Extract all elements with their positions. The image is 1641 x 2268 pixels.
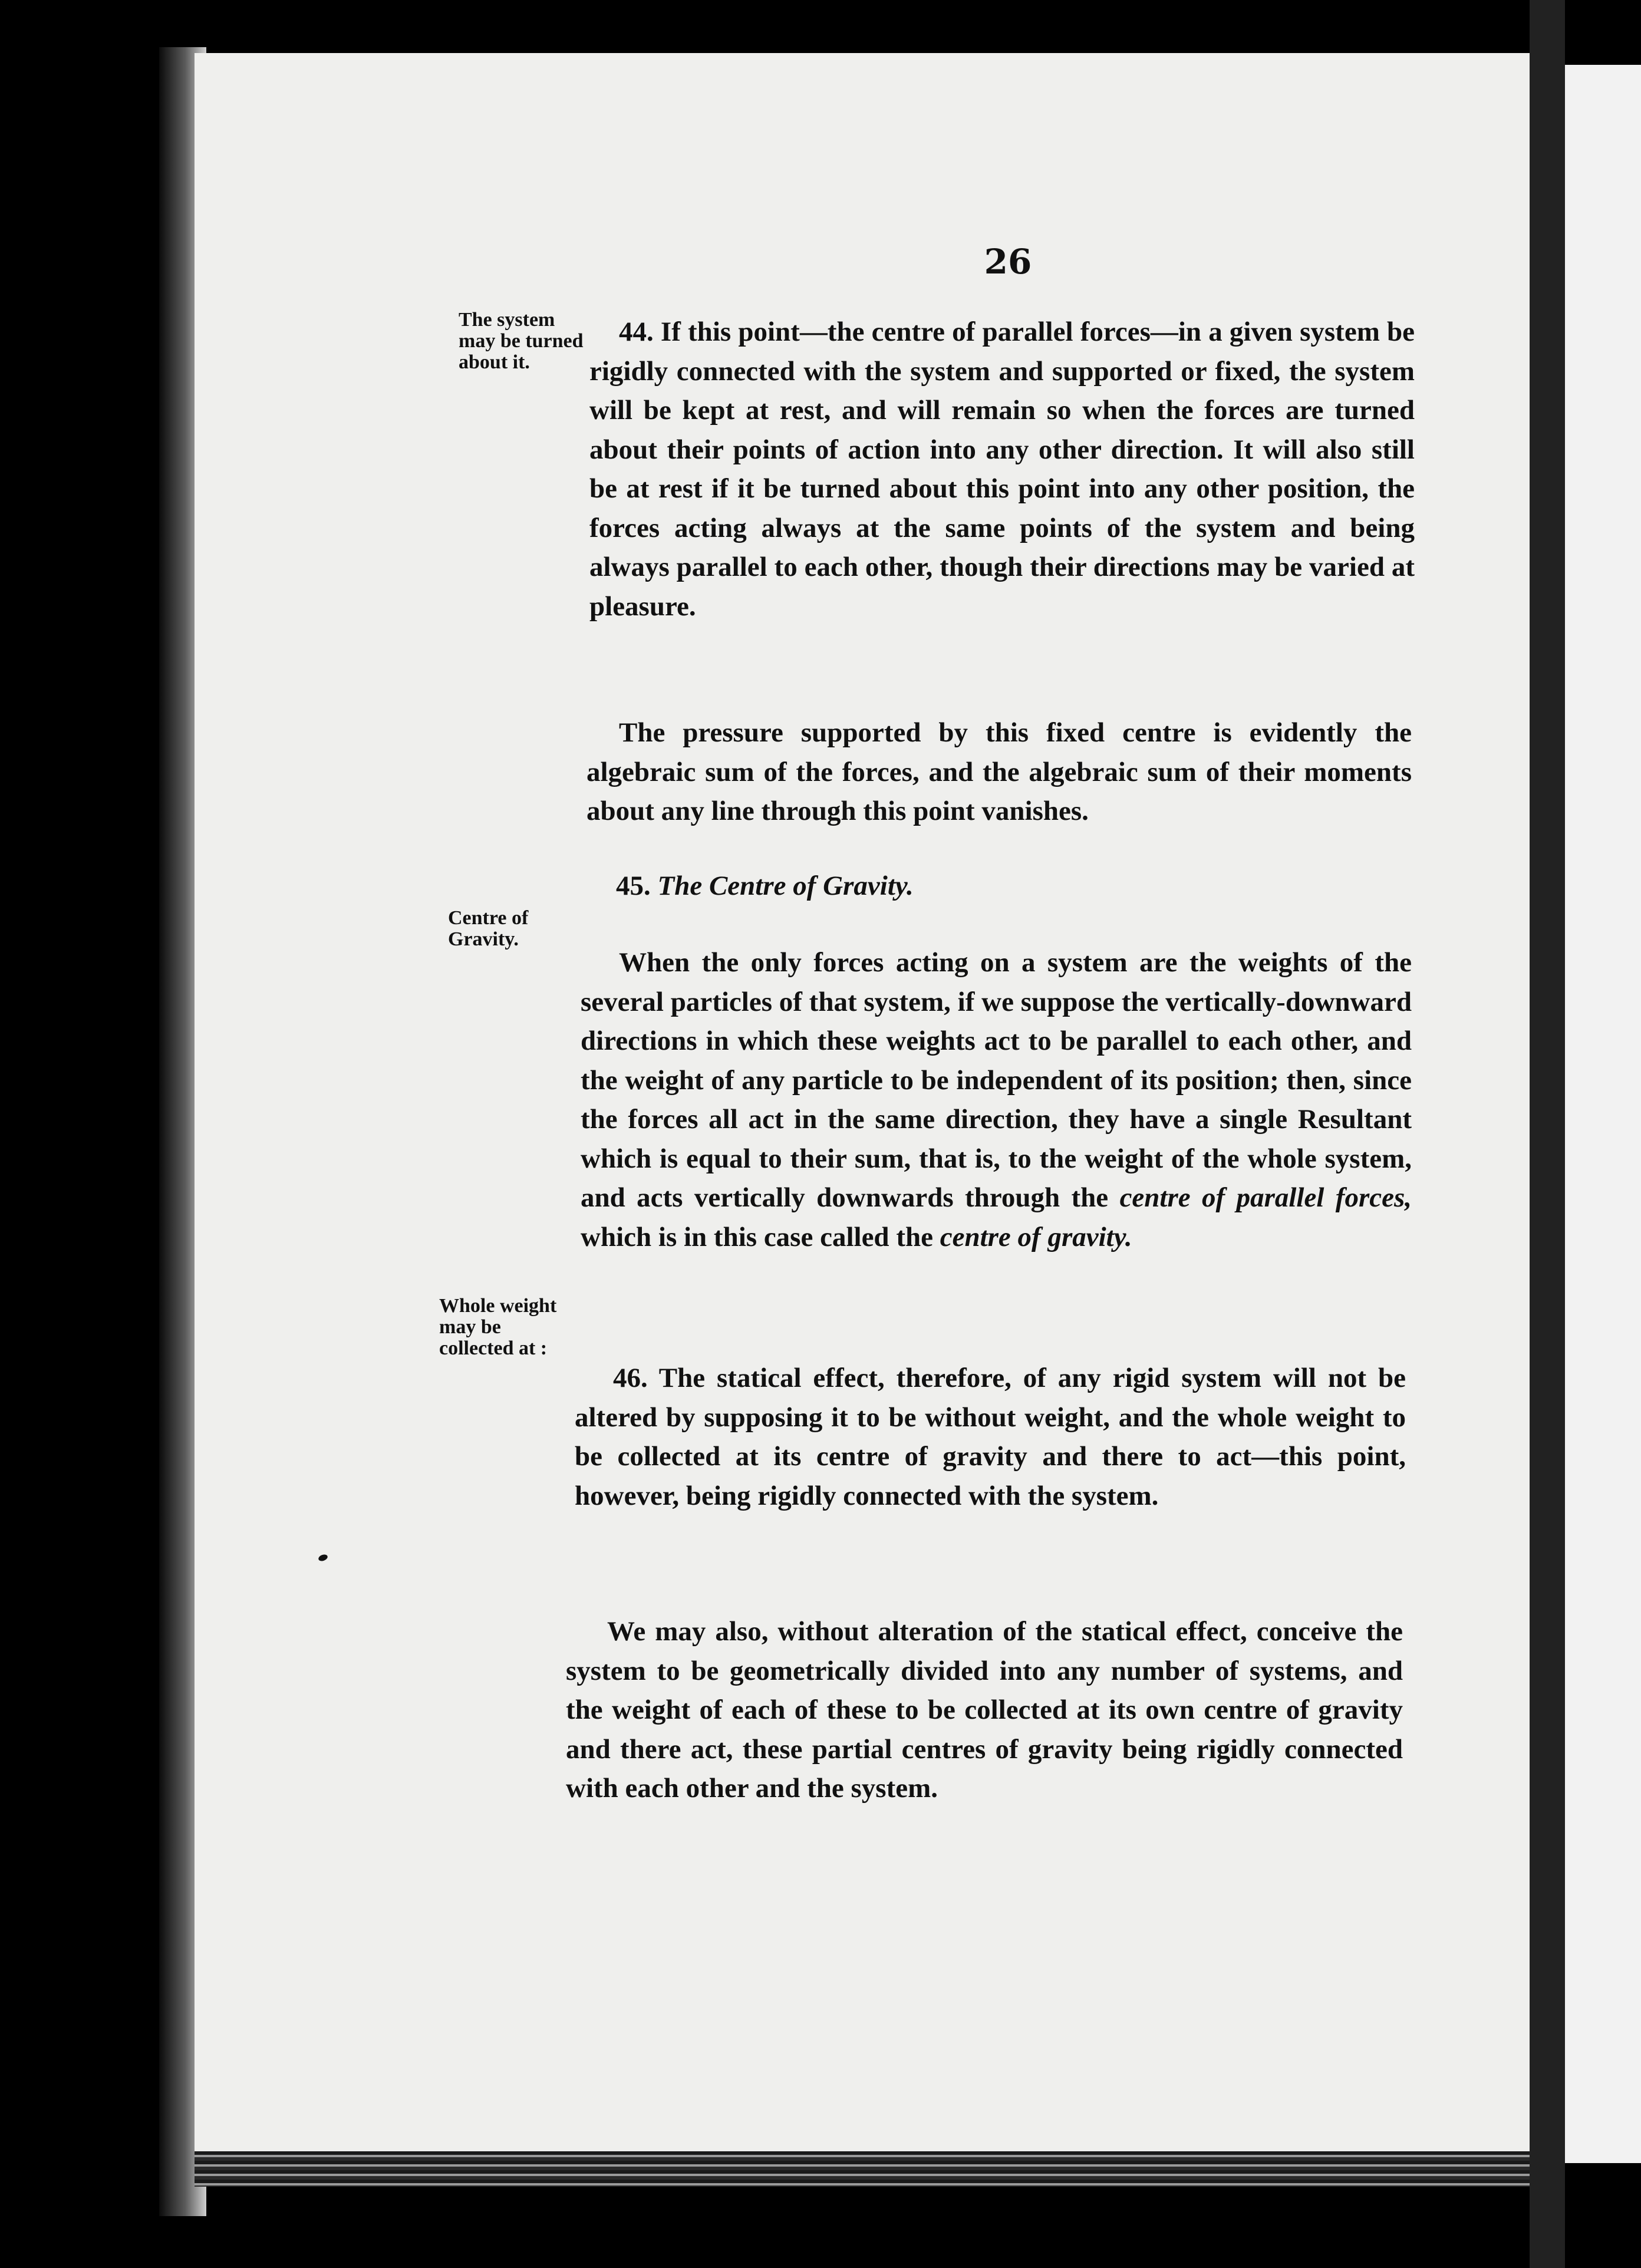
section-45-title: The Centre of Gravity. — [657, 871, 914, 901]
paragraph-46-text: The statical effect, therefore, of any rigid system will not be altered by supposing it to be without weight, and the whole weight to be collected at its centre of gravity and there to act—this point, however, being rigidly connected with the system. — [575, 1363, 1406, 1511]
paragraph-45 — [581, 943, 1412, 1257]
margin-note-turned-about: The system may be turned about it. — [459, 309, 584, 373]
paragraph-46-continued: We may also, without alteration of the statical effect, conceive the system to be geometrically divided into any number of systems, and the weight of each of these to be collected at its own centre of gravity and there act, these partial centres of gravity being rigidly connected with each other and the system. — [566, 1616, 1403, 1804]
page-number: 26 — [984, 242, 1032, 282]
adjacent-page-edge — [1565, 65, 1641, 2163]
margin-note-weight-collected: Whole weight may be collected at : — [439, 1295, 557, 1359]
paragraph-44-text: If this point—the centre of parallel forces—in a given system be rigidly connected with the system and supported or fixed, the system will be kept at rest, and will remain so when the forces are turned about their points of action into any other direction. It will also still be at rest if it be turned about this point into any other position, the forces acting always at the same points of the system and being always parallel to each other, though their directions may be varied at pleasure. — [589, 317, 1415, 622]
margin-note-centre-of-gravity: Centre of Gravity. — [448, 907, 529, 950]
paragraph-46 — [575, 1359, 1406, 1515]
section-number-44: 44. — [619, 317, 654, 347]
paragraph-44-continued: The pressure supported by this fixed centre is evidently the algebraic sum of the forces, and the algebraic sum of their moments about any line through this point vanishes. — [586, 717, 1412, 826]
section-45-heading — [616, 866, 1382, 906]
paragraph-45-emphasis-2: centre of gravity. — [940, 1221, 1132, 1252]
paragraph-44 — [589, 312, 1415, 626]
section-number-45: 45. — [616, 871, 651, 901]
page-bottom-edge — [195, 2151, 1530, 2187]
paragraph-45-text-b: which is in this case called the — [581, 1221, 933, 1252]
right-binding-shadow — [1530, 0, 1565, 2268]
paragraph-45-emphasis-1: centre of parallel forces, — [1119, 1182, 1412, 1213]
paragraph-45-text-a: When the only forces acting on a system are the weights of the several particles of that system, if we suppose the vertically-downward directions in which these weights act to be parallel to each other, and the weight of any particle to be independent of its position; then, since the forces all act in the same direction, they have a single Resultant which is equal to their sum, that is, to the weight of the whole system, and acts vertically downwards through the — [581, 947, 1412, 1213]
section-number-46: 46. — [613, 1363, 648, 1393]
